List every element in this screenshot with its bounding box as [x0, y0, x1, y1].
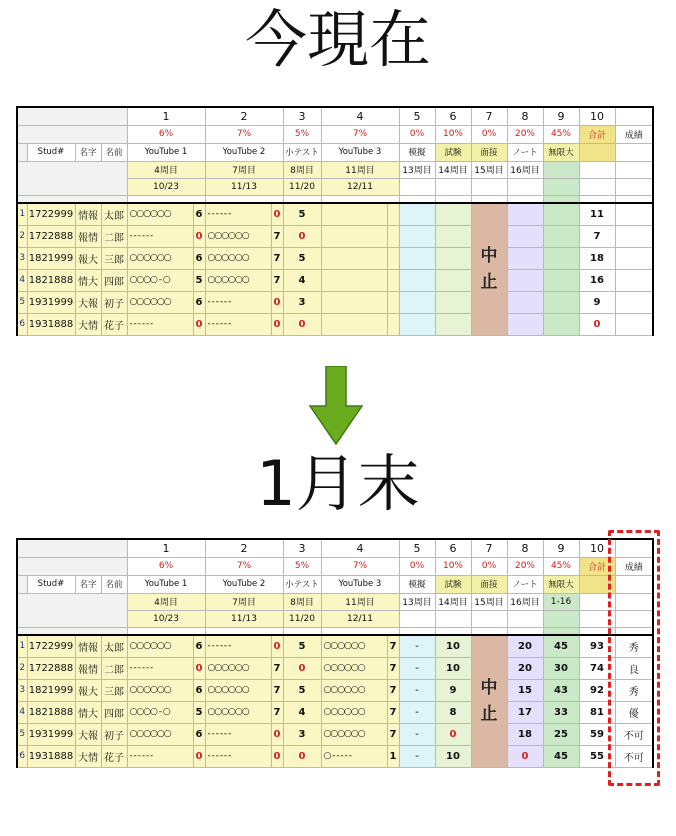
student-id: 1722888	[27, 225, 75, 247]
youtube1-marks: ○○○○ - ○	[127, 701, 193, 723]
grade-header: 成績	[615, 125, 653, 143]
youtube1-score: 0	[193, 225, 205, 247]
final-grade: 不可	[615, 745, 653, 767]
youtube3-score	[387, 291, 399, 313]
infinity-score: 25	[543, 723, 579, 745]
exam-score	[435, 225, 471, 247]
quiz-score: 5	[283, 635, 321, 657]
youtube1-score: 6	[193, 291, 205, 313]
youtube2-marks: ○○○○○○	[205, 701, 271, 723]
student-index: 2	[17, 225, 27, 247]
youtube3-score: 7	[387, 679, 399, 701]
youtube2-score: 7	[271, 247, 283, 269]
student-index: 5	[17, 723, 27, 745]
student-surname: 大情	[75, 313, 101, 335]
exam-score	[435, 313, 471, 335]
notebook-score	[507, 291, 543, 313]
youtube1-score: 0	[193, 745, 205, 767]
youtube1-score: 6	[193, 247, 205, 269]
youtube1-marks: ○○○○○○	[127, 679, 193, 701]
youtube3-marks	[321, 269, 387, 291]
youtube3-score: 7	[387, 657, 399, 679]
exam-score: 9	[435, 679, 471, 701]
grade-column-highlight	[608, 530, 660, 786]
student-given-name: 花子	[101, 745, 127, 767]
column-number-row: 1 2 3 4 5 6 7 8 9 10	[17, 107, 653, 125]
student-index: 4	[17, 269, 27, 291]
exam-score: 10	[435, 635, 471, 657]
student-given-name: 花子	[101, 313, 127, 335]
youtube1-marks: ○○○○○○	[127, 203, 193, 225]
heading-end-of-january: 1月末	[256, 447, 420, 520]
youtube1-marks: ○○○○○○	[127, 247, 193, 269]
student-id: 1821999	[27, 247, 75, 269]
mock-exam-score: -	[399, 701, 435, 723]
week-row: 4周目 7周目 8周目 11周目 13周目 14周目 15周目 16周目	[17, 161, 653, 178]
total-score: 92	[579, 679, 615, 701]
spacer-row	[17, 195, 653, 203]
student-given-name: 四郎	[101, 701, 127, 723]
exam-score: 8	[435, 701, 471, 723]
infinity-score: 33	[543, 701, 579, 723]
quiz-score: 3	[283, 291, 321, 313]
youtube1-marks: - - - - - -	[127, 313, 193, 335]
total-header: 合計	[579, 557, 615, 575]
youtube3-score: 7	[387, 723, 399, 745]
youtube3-marks	[321, 203, 387, 225]
youtube2-score: 0	[271, 313, 283, 335]
student-index: 2	[17, 657, 27, 679]
quiz-score: 5	[283, 203, 321, 225]
student-surname: 報情	[75, 657, 101, 679]
youtube1-score: 6	[193, 679, 205, 701]
exam-score: 10	[435, 657, 471, 679]
student-surname: 情大	[75, 269, 101, 291]
youtube2-marks: - - - - - -	[205, 745, 271, 767]
youtube2-marks: - - - - - -	[205, 313, 271, 335]
total-score: 11	[579, 203, 615, 225]
total-score: 59	[579, 723, 615, 745]
youtube1-score: 6	[193, 635, 205, 657]
column-label-row: Stud# 名字 名前 YouTube 1 YouTube 2 小テスト YouTube 3 模擬 試験 面接 ノート 無限大	[17, 143, 653, 161]
total-header: 合計	[579, 125, 615, 143]
student-surname: 報情	[75, 225, 101, 247]
student-id: 1931999	[27, 291, 75, 313]
notebook-score	[507, 313, 543, 335]
heading-current: 今現在	[244, 3, 431, 76]
youtube1-score: 6	[193, 723, 205, 745]
final-grade	[615, 291, 653, 313]
interview-suspended-cell	[471, 203, 507, 335]
student-index: 1	[17, 203, 27, 225]
student-surname: 大情	[75, 745, 101, 767]
quiz-score: 0	[283, 657, 321, 679]
youtube2-score: 7	[271, 701, 283, 723]
youtube3-score: 7	[387, 701, 399, 723]
youtube2-score: 7	[271, 269, 283, 291]
youtube3-score	[387, 269, 399, 291]
student-id: 1821888	[27, 269, 75, 291]
youtube2-score: 0	[271, 723, 283, 745]
quiz-score: 4	[283, 269, 321, 291]
youtube2-marks: ○○○○○○	[205, 679, 271, 701]
mock-exam-score: -	[399, 657, 435, 679]
youtube1-marks: - - - - - -	[127, 657, 193, 679]
youtube3-marks	[321, 291, 387, 313]
final-grade	[615, 203, 653, 225]
youtube1-score: 6	[193, 203, 205, 225]
final-grade: 秀	[615, 635, 653, 657]
youtube3-marks: ○○○○○○	[321, 635, 387, 657]
spacer-row	[17, 627, 653, 635]
mock-exam-score	[399, 247, 435, 269]
student-id: 1722999	[27, 203, 75, 225]
grade-header: 成績	[615, 557, 653, 575]
mock-exam-score: -	[399, 745, 435, 767]
week-row: 4周目 7周目 8周目 11周目 13周目 14周目 15周目 16周目 1-16	[17, 593, 653, 610]
student-row	[17, 723, 653, 745]
youtube3-marks: ○○○○○○	[321, 701, 387, 723]
youtube2-score: 0	[271, 291, 283, 313]
exam-score: 10	[435, 745, 471, 767]
youtube3-marks: ○○○○○○	[321, 657, 387, 679]
mock-exam-score	[399, 269, 435, 291]
youtube3-score: 1	[387, 745, 399, 767]
exam-score	[435, 203, 471, 225]
student-given-name: 四郎	[101, 269, 127, 291]
grade-table-end-body	[16, 538, 654, 768]
student-row	[17, 679, 653, 701]
notebook-score: 15	[507, 679, 543, 701]
youtube2-marks: - - - - - -	[205, 635, 271, 657]
quiz-score: 5	[283, 247, 321, 269]
youtube2-marks: ○○○○○○	[205, 247, 271, 269]
student-id: 1931999	[27, 723, 75, 745]
student-surname: 情大	[75, 701, 101, 723]
exam-score	[435, 269, 471, 291]
student-row	[17, 269, 653, 291]
infinity-score	[543, 291, 579, 313]
student-id: 1931888	[27, 313, 75, 335]
infinity-score	[543, 225, 579, 247]
student-row	[17, 313, 653, 335]
mock-exam-score	[399, 313, 435, 335]
student-id: 1821888	[27, 701, 75, 723]
student-id: 1821999	[27, 679, 75, 701]
total-score: 7	[579, 225, 615, 247]
notebook-score: 17	[507, 701, 543, 723]
youtube2-score: 0	[271, 203, 283, 225]
student-surname: 大報	[75, 291, 101, 313]
notebook-score: 20	[507, 657, 543, 679]
weight-percent-row: 6% 7% 5% 7% 0% 10% 0% 20% 45% 合計 成績	[17, 125, 653, 143]
suspended-label: 中 止	[480, 678, 498, 725]
youtube3-marks: ○○○○○○	[321, 679, 387, 701]
total-score: 9	[579, 291, 615, 313]
student-surname: 大報	[75, 723, 101, 745]
student-given-name: 二郎	[101, 657, 127, 679]
total-score: 16	[579, 269, 615, 291]
mock-exam-score: -	[399, 635, 435, 657]
student-surname: 情報	[75, 635, 101, 657]
student-surname: 情報	[75, 203, 101, 225]
youtube1-marks: ○○○○○○	[127, 723, 193, 745]
youtube1-score: 0	[193, 313, 205, 335]
infinity-score: 43	[543, 679, 579, 701]
mock-exam-score	[399, 291, 435, 313]
notebook-score	[507, 225, 543, 247]
student-index: 6	[17, 745, 27, 767]
interview-suspended-cell	[471, 635, 507, 767]
youtube3-score	[387, 247, 399, 269]
grade-table-current-body	[16, 106, 654, 336]
final-grade	[615, 313, 653, 335]
date-row: 10/23 11/13 11/20 12/11	[17, 610, 653, 627]
student-given-name: 二郎	[101, 225, 127, 247]
quiz-score: 0	[283, 745, 321, 767]
youtube3-marks: ○ - - - - -	[321, 745, 387, 767]
infinity-score	[543, 269, 579, 291]
youtube3-score	[387, 225, 399, 247]
date-row: 10/23 11/13 11/20 12/11	[17, 178, 653, 195]
infinity-score	[543, 247, 579, 269]
final-grade: 良	[615, 657, 653, 679]
final-grade: 不可	[615, 723, 653, 745]
suspended-label: 中 止	[480, 246, 498, 293]
notebook-score	[507, 247, 543, 269]
youtube3-score	[387, 313, 399, 335]
youtube1-marks: - - - - - -	[127, 225, 193, 247]
final-grade: 優	[615, 701, 653, 723]
weight-percent-row: 6% 7% 5% 7% 0% 10% 0% 20% 45% 合計 成績	[17, 557, 653, 575]
youtube1-score: 0	[193, 657, 205, 679]
youtube2-marks: ○○○○○○	[205, 657, 271, 679]
student-row	[17, 291, 653, 313]
total-score: 0	[579, 313, 615, 335]
quiz-score: 0	[283, 313, 321, 335]
student-surname: 報大	[75, 247, 101, 269]
down-arrow-icon	[308, 366, 364, 446]
student-row	[17, 657, 653, 679]
mock-exam-score	[399, 225, 435, 247]
youtube3-marks	[321, 225, 387, 247]
youtube2-marks: ○○○○○○	[205, 269, 271, 291]
youtube2-marks: - - - - - -	[205, 723, 271, 745]
quiz-score: 0	[283, 225, 321, 247]
student-given-name: 初子	[101, 291, 127, 313]
student-given-name: 初子	[101, 723, 127, 745]
final-grade	[615, 225, 653, 247]
infinity-score: 30	[543, 657, 579, 679]
notebook-score	[507, 269, 543, 291]
student-surname: 報大	[75, 679, 101, 701]
youtube2-marks: - - - - - -	[205, 203, 271, 225]
final-grade	[615, 269, 653, 291]
youtube1-marks: ○○○○○○	[127, 291, 193, 313]
student-given-name: 太郎	[101, 635, 127, 657]
student-index: 3	[17, 679, 27, 701]
student-index: 5	[17, 291, 27, 313]
student-given-name: 三郎	[101, 247, 127, 269]
youtube2-marks: - - - - - -	[205, 291, 271, 313]
mock-exam-score: -	[399, 679, 435, 701]
final-grade: 秀	[615, 679, 653, 701]
student-index: 6	[17, 313, 27, 335]
student-index: 3	[17, 247, 27, 269]
youtube1-marks: - - - - - -	[127, 745, 193, 767]
student-index: 4	[17, 701, 27, 723]
notebook-score: 0	[507, 745, 543, 767]
column-label-row: Stud# 名字 名前 YouTube 1 YouTube 2 小テスト YouTube 3 模擬 試験 面接 ノート 無限大	[17, 575, 653, 593]
student-id: 1931888	[27, 745, 75, 767]
exam-score: 0	[435, 723, 471, 745]
student-row	[17, 701, 653, 723]
quiz-score: 4	[283, 701, 321, 723]
youtube3-marks	[321, 313, 387, 335]
student-row	[17, 635, 653, 657]
student-given-name: 太郎	[101, 203, 127, 225]
youtube2-score: 7	[271, 225, 283, 247]
final-grade	[615, 247, 653, 269]
youtube3-score: 7	[387, 635, 399, 657]
notebook-score: 20	[507, 635, 543, 657]
youtube2-score: 7	[271, 657, 283, 679]
total-score: 74	[579, 657, 615, 679]
total-score: 18	[579, 247, 615, 269]
student-row	[17, 745, 653, 767]
infinity-score	[543, 203, 579, 225]
youtube2-score: 7	[271, 679, 283, 701]
youtube2-score: 0	[271, 635, 283, 657]
youtube2-marks: ○○○○○○	[205, 225, 271, 247]
youtube1-marks: ○○○○ - ○	[127, 269, 193, 291]
total-score: 55	[579, 745, 615, 767]
youtube1-marks: ○○○○○○	[127, 635, 193, 657]
student-given-name: 三郎	[101, 679, 127, 701]
infinity-score	[543, 313, 579, 335]
column-number-row: 1 2 3 4 5 6 7 8 9 10	[17, 539, 653, 557]
youtube1-score: 5	[193, 701, 205, 723]
student-row	[17, 247, 653, 269]
student-row	[17, 225, 653, 247]
total-score: 81	[579, 701, 615, 723]
infinity-score: 45	[543, 745, 579, 767]
student-id: 1722999	[27, 635, 75, 657]
youtube3-marks: ○○○○○○	[321, 723, 387, 745]
youtube3-marks	[321, 247, 387, 269]
mock-exam-score: -	[399, 723, 435, 745]
infinity-score: 45	[543, 635, 579, 657]
quiz-score: 5	[283, 679, 321, 701]
student-row	[17, 203, 653, 225]
notebook-score: 18	[507, 723, 543, 745]
notebook-score	[507, 203, 543, 225]
total-score: 93	[579, 635, 615, 657]
student-id: 1722888	[27, 657, 75, 679]
youtube3-score	[387, 203, 399, 225]
quiz-score: 3	[283, 723, 321, 745]
student-index: 1	[17, 635, 27, 657]
youtube2-score: 0	[271, 745, 283, 767]
exam-score	[435, 291, 471, 313]
exam-score	[435, 247, 471, 269]
mock-exam-score	[399, 203, 435, 225]
youtube1-score: 5	[193, 269, 205, 291]
